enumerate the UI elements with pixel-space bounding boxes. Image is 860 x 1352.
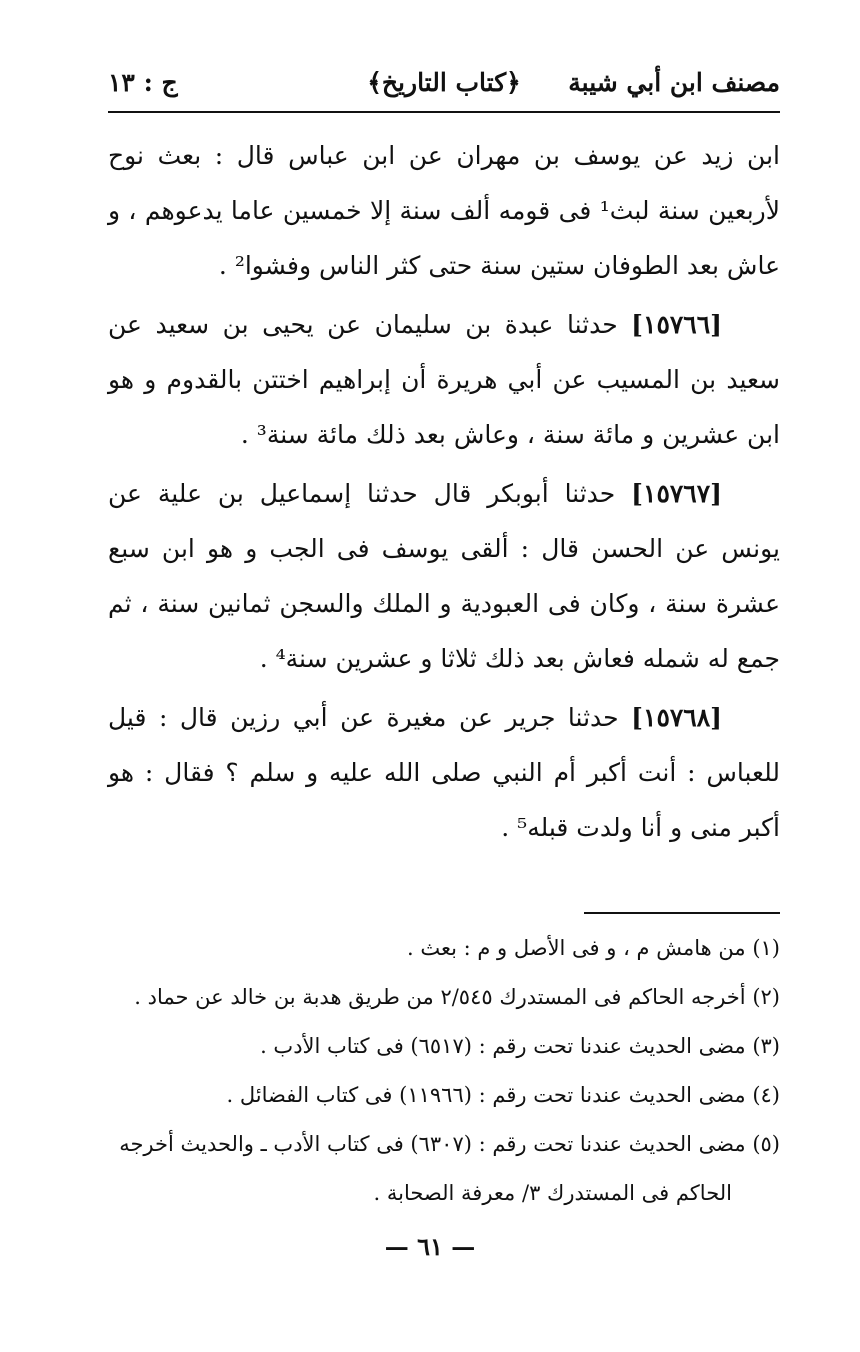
hadith-number: [١٥٧٦٨] — [631, 703, 722, 732]
hadith-number: [١٥٧٦٦] — [631, 310, 722, 339]
header-divider — [108, 111, 780, 113]
footnotes — [108, 924, 780, 1218]
paragraph-text: ابن زيد عن يوسف بن مهران عن ابن عباس قال : بعث نوح لأربعين سنة لبث¹ فى قومه ألف سنة إلا خمسين عاما يدعوهم ، و عاش بعد الطوفان ستين سنة حتى كثر الناس وفشوا² . — [108, 141, 780, 280]
footnote-5-continuation: الحاكم فى المستدرك ٣/ معرفة الصحابة . — [373, 1181, 732, 1205]
running-header — [108, 60, 780, 112]
footnote-5 — [108, 1120, 780, 1169]
hadith-15768 — [108, 690, 780, 855]
paragraph-text: حدثنا أبوبكر قال حدثنا إسماعيل بن علية عن يونس عن الحسن قال : ألقى يوسف فى الجب و هو ابن سبع عشرة سنة ، وكان فى العبودية و الملك والسجن ثمانين سنة ، ثم جمع له شمله فعاش بعد ذلك ثلاثا و عشرين سنة⁴ . — [108, 479, 780, 673]
footnote-2 — [108, 973, 780, 1022]
hadith-number: [١٥٧٦٧] — [631, 479, 722, 508]
paragraph-continuation — [108, 128, 780, 293]
footnote-text: مضى الحديث عندنا تحت رقم : (١١٩٦٦) فى كتاب الفضائل . — [226, 1083, 746, 1107]
book-title: مصنف ابن أبي شيبة — [568, 68, 780, 97]
footnote-text: مضى الحديث عندنا تحت رقم : (٦٣٠٧) فى كتاب الأدب ـ والحديث أخرجه — [119, 1132, 746, 1156]
paragraph-text: حدثنا جرير عن مغيرة عن أبي رزين قال : قيل للعباس : أنت أكبر أم النبي صلى الله عليه و سلم ؟ فقال : هو أكبر منى و أنا ولدت قبله⁵ . — [108, 703, 780, 842]
footnote-label: (١) — [752, 936, 780, 960]
footnote-label: (٣) — [752, 1034, 780, 1058]
hadith-15767 — [108, 466, 780, 686]
footnote-text: من هامش م ، و فى الأصل و م : بعث . — [406, 936, 746, 960]
footnote-label: (٤) — [752, 1083, 780, 1107]
page-number: — ٦١ — — [384, 1232, 476, 1261]
volume-number: ج : ١٣ — [108, 68, 178, 97]
section-title: ﴿كتاب التاريخ﴾ — [367, 68, 521, 97]
footnote-text: أخرجه الحاكم فى المستدرك ٢/٥٤٥ من طريق هدبة بن خالد عن حماد . — [134, 985, 746, 1009]
footnote-label: (٥) — [752, 1132, 780, 1156]
main-text — [108, 128, 780, 859]
footnote-4 — [108, 1071, 780, 1120]
footnote-3 — [108, 1022, 780, 1071]
footnote-divider — [584, 912, 780, 914]
hadith-15766 — [108, 297, 780, 462]
paragraph-text: حدثنا عبدة بن سليمان عن يحيى بن سعيد عن سعيد بن المسيب عن أبي هريرة أن إبراهيم اختتن بالقدوم و هو ابن عشرين و مائة سنة ، وعاش بعد ذلك مائة سنة³ . — [108, 310, 780, 449]
footnote-label: (٢) — [752, 985, 780, 1009]
footnote-text: مضى الحديث عندنا تحت رقم : (٦٥١٧) فى كتاب الأدب . — [260, 1034, 746, 1058]
footnote-1 — [108, 924, 780, 973]
